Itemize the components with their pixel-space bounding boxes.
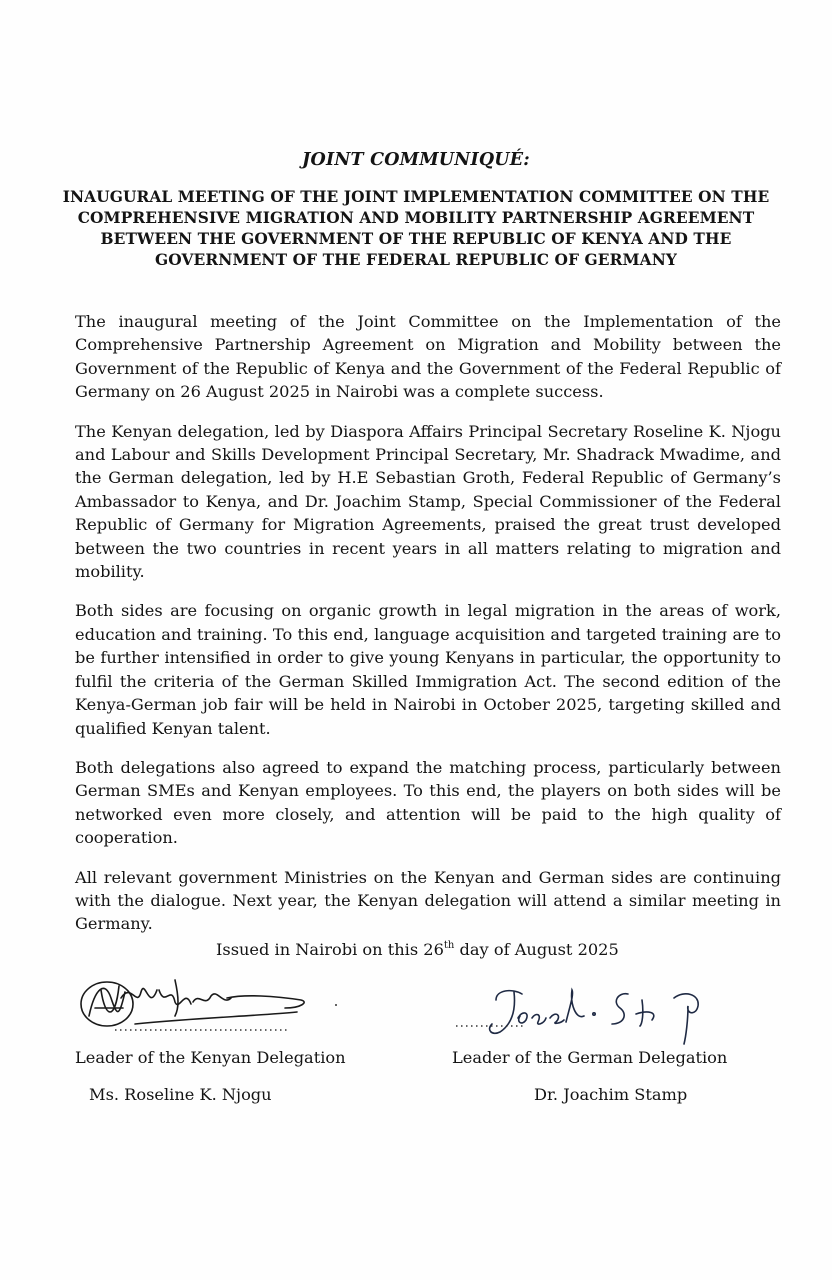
germany-signature-image bbox=[452, 980, 752, 1050]
kenya-signatory-role: Leader of the Kenyan Delegation bbox=[75, 1048, 346, 1067]
germany-signatory-role: Leader of the German Delegation bbox=[452, 1048, 728, 1067]
title-line: COMPREHENSIVE MIGRATION AND MOBILITY PARTNERSHIP AGREEMENT bbox=[77, 209, 755, 227]
kenya-signature-image bbox=[75, 968, 335, 1038]
stray-dot bbox=[335, 1004, 337, 1006]
paragraph-delegations: The Kenyan delegation, led by Diaspora Affairs Principal Secretary Roseline K. Njogu and Labour and Skills Development Principal Secretary, Mr. Shadrack Mwadime, and the German delegation, led by H.E Sebastian Groth, Federal Republic of Germany’s Ambassador to Kenya, and Dr. Joachim Stamp, Special Commissioner of the Federal Republic of Germany for Migration Agreements, praised the great trust developed between the two countries in recent years in all matters relating to migration and mobility. bbox=[75, 421, 781, 582]
paragraph-organic-growth: Both sides are focusing on organic growth in legal migration in the areas of work, education and training. To this end, language acquisition and targeted training are to be further intensified in order to give young Kenyans in particular, the opportunity to fulfil the criteria of the German Skilled Immigration Act. The second edition of the Kenya-German job fair will be held in Nairobi in October 2025, targeting skilled and qualified Kenyan talent. bbox=[75, 601, 781, 738]
germany-signatory-name: Dr. Joachim Stamp bbox=[534, 1085, 688, 1104]
document-title bbox=[48, 187, 784, 271]
paragraph-meeting-success: The inaugural meeting of the Joint Committee on the Implementation of the Comprehensive Partnership Agreement on Migration and Mobility between the Government of the Republic of Kenya and the Government of the Federal Republic of Germany on 26 August 2025 in Nairobi was a complete success. bbox=[75, 312, 781, 402]
issued-prefix: Issued in Nairobi on this 26 bbox=[216, 940, 444, 959]
communique-body bbox=[75, 310, 781, 952]
title-line: INAUGURAL MEETING OF THE JOINT IMPLEMENTATION COMMITTEE ON THE bbox=[62, 188, 770, 206]
kenya-signatory-name: Ms. Roseline K. Njogu bbox=[89, 1085, 272, 1104]
title-line: BETWEEN THE GOVERNMENT OF THE REPUBLIC OF KENYA AND THE bbox=[100, 230, 732, 248]
issued-line bbox=[216, 940, 716, 959]
issued-superscript: th bbox=[443, 940, 455, 951]
issued-suffix: day of August 2025 bbox=[454, 940, 619, 959]
document-heading: JOINT COMMUNIQUÉ: bbox=[302, 150, 530, 170]
paragraph-dialogue: All relevant government Ministries on the Kenyan and German sides are continuing with the dialogue. Next year, the Kenyan delegation will attend a similar meeting in Germany. bbox=[75, 867, 781, 934]
paragraph-matching-process: Both delegations also agreed to expand the matching process, particularly between German SMEs and Kenyan employees. To this end, the players on both sides will be networked even more closely, and attention will be paid to the high quality of cooperation. bbox=[75, 757, 781, 848]
title-line: GOVERNMENT OF THE FEDERAL REPUBLIC OF GERMANY bbox=[155, 251, 677, 269]
germany-signature-block bbox=[452, 980, 772, 1104]
kenya-signature-block bbox=[75, 968, 375, 1104]
